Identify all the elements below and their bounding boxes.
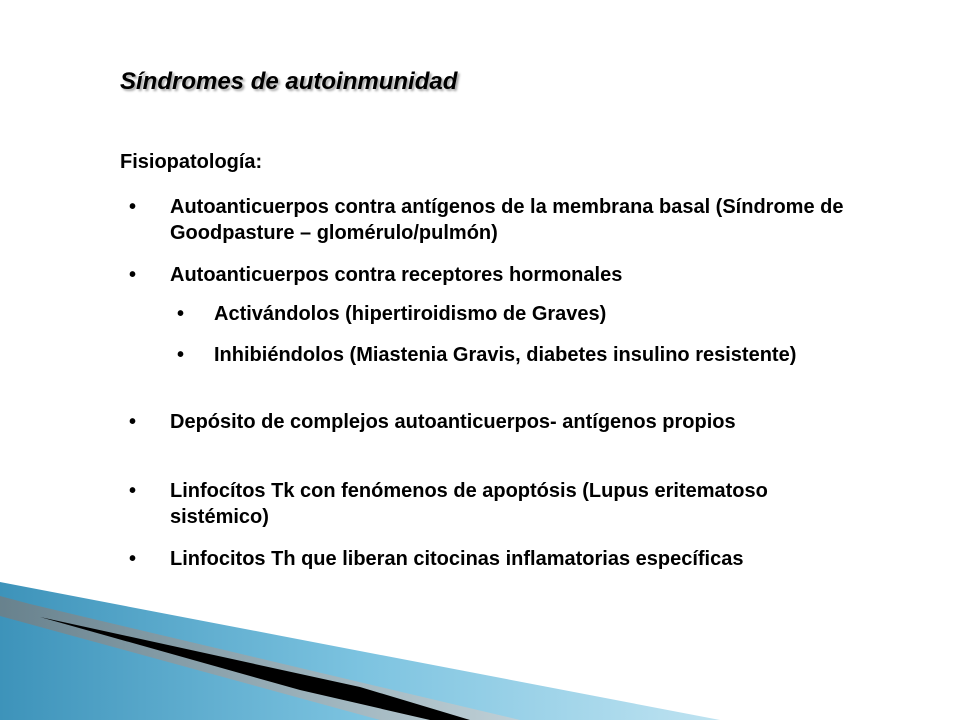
slide-subtitle: Fisiopatología: xyxy=(120,151,263,173)
list-item xyxy=(177,301,874,327)
list-item-text: Inhibiéndolos (Miastenia Gravis, diabetes insulino resistente) xyxy=(214,344,797,366)
bullet-icon: • xyxy=(129,480,137,502)
list-item-text: Autoanticuerpos contra receptores hormonales xyxy=(170,264,623,286)
list-item xyxy=(129,262,890,288)
bullet-icon: • xyxy=(177,303,185,325)
list-item-text: Activándolos (hipertiroidismo de Graves) xyxy=(214,303,607,325)
bullet-icon: • xyxy=(129,411,137,433)
list-item xyxy=(177,342,874,368)
list-item xyxy=(129,478,860,530)
list-item-text: Linfocítos Tk con fenómenos de apoptósis (Lupus eritematoso sistémico) xyxy=(170,480,768,528)
list-item xyxy=(129,194,890,246)
bullet-icon: • xyxy=(177,344,185,366)
list-item-text: Autoanticuerpos contra antígenos de la membrana basal (Síndrome de Goodpasture – glomérulo/pulmón) xyxy=(170,196,844,244)
list-item xyxy=(129,546,860,572)
slide-title: Síndromes de autoinmunidad xyxy=(120,68,458,95)
bullet-icon: • xyxy=(129,264,137,286)
list-item-text: Depósito de complejos autoanticuerpos- antígenos propios xyxy=(170,411,736,433)
bullet-icon: • xyxy=(129,548,137,570)
list-item-text: Linfocitos Th que liberan citocinas inflamatorias específicas xyxy=(170,548,744,570)
list-item xyxy=(129,409,860,435)
bullet-icon: • xyxy=(129,196,137,218)
